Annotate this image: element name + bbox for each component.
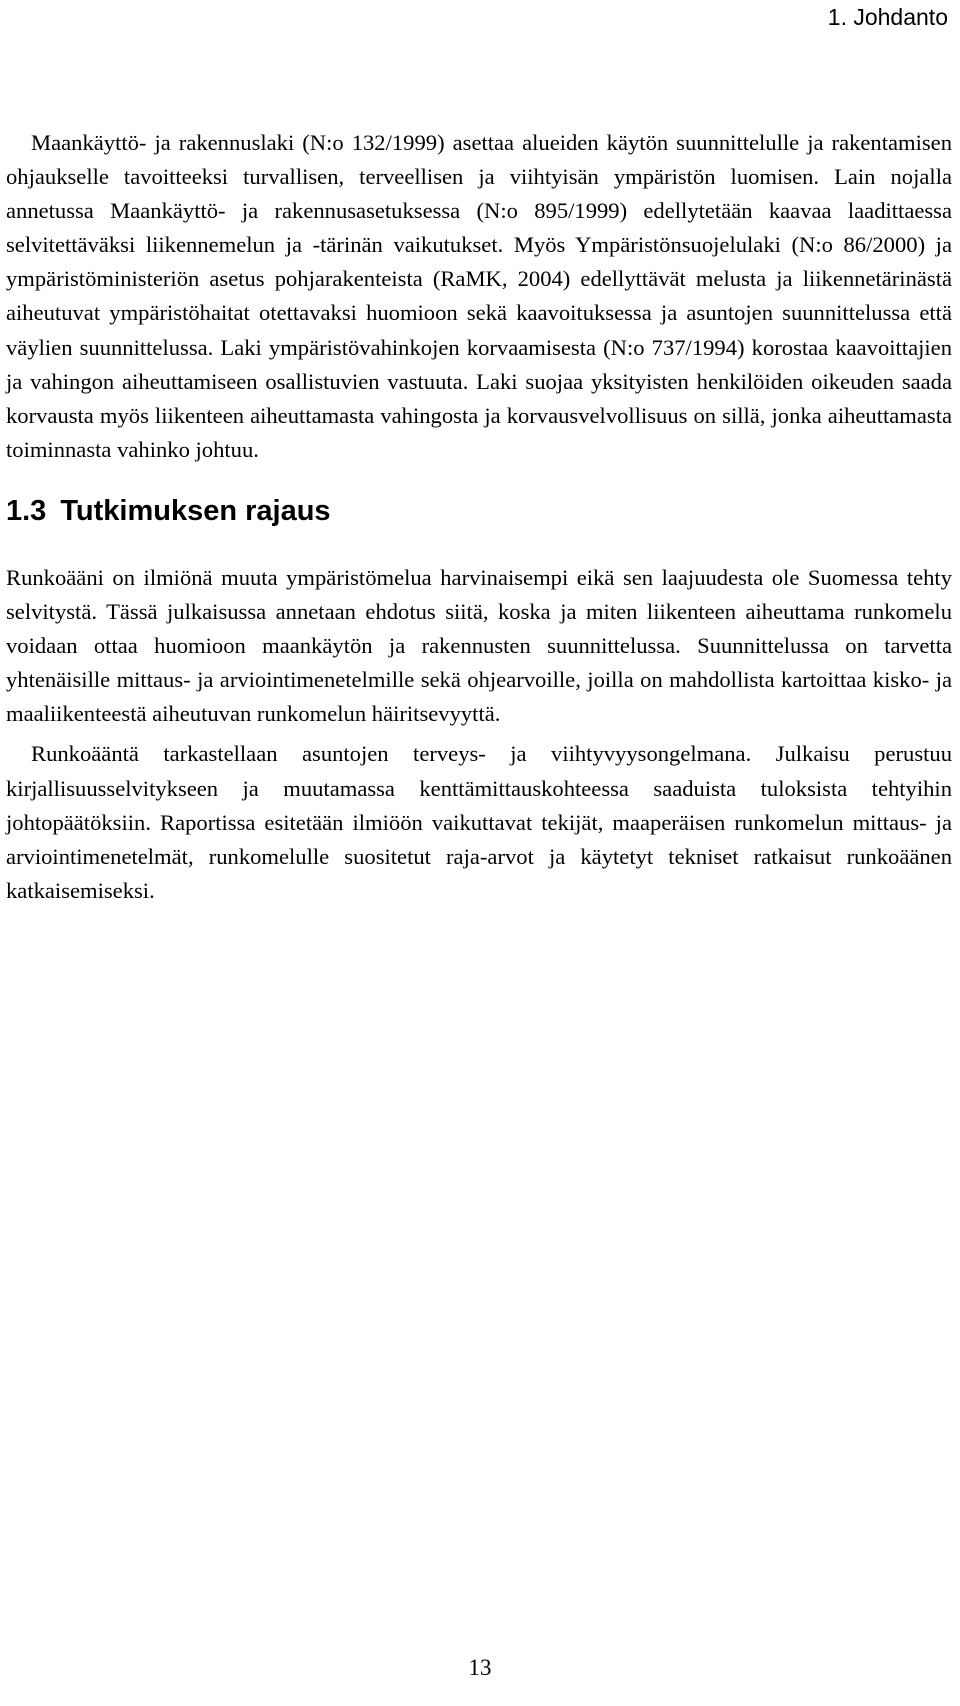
- running-header: [828, 2, 948, 32]
- section-title: Tutkimuksen rajaus: [60, 494, 331, 527]
- document-body: [6, 126, 952, 908]
- section-heading: [6, 491, 952, 531]
- paragraph-legislation: Maankäyttö- ja rakennuslaki (N:o 132/1999) asettaa alueiden käytön suunnittelulle ja rakentamisen ohjaukselle tavoitteeksi turvallisen, terveellisen ja viihtyisän ympäristön luomisen. Lain nojalla annetussa Maankäyttö- ja rakennusasetuksessa (N:o 895/1999) edellytetään kaavaa laadittaessa selvitettäväksi liikennemelun ja -tärinän vaikutukset. Myös Ympäristönsuojelulaki (N:o 86/2000) ja ympäristöministeriön asetus pohjarakenteista (RaMK, 2004) edellyttävät melusta ja liikennetärinästä aiheutuvat ympäristöhaitat otettavaksi huomioon sekä kaavoituksessa ja asuntojen suunnittelussa että väylien suunnittelussa. Laki ympäristövahinkojen korvaamisesta (N:o 737/1994) korostaa kaavoittajien ja vahingon aiheuttamiseen osallistuvien vastuuta. Laki suojaa yksityisten henkilöiden oikeuden saada korvausta myös liikenteen aiheuttamasta vahingosta ja korvausvelvollisuus on sillä, jonka aiheuttamasta toiminnasta vahinko johtuu.: [6, 130, 952, 462]
- paragraph-scope: Runkoääni on ilmiönä muuta ympäristömelua harvinaisempi eikä sen laajuudesta ole Suomessa tehty selvitystä. Tässä julkaisussa annetaan ehdotus siitä, koska ja miten liikenteen aiheuttama runkomelu voidaan ottaa huomioon maankäytön ja rakennusten suunnittelussa. Suunnittelussa on tarvetta yhtenäisille mittaus- ja arviointimenetelmille sekä ohjearvoille, joilla on mahdollista kartoittaa kisko- ja maaliikenteestä aiheutuvan runkomelun häiritsevyyttä.: [6, 564, 952, 727]
- section-number: 1.3: [6, 494, 47, 527]
- paragraph-approach: Runkoääntä tarkastellaan asuntojen terveys- ja viihtyvyysongelmana. Julkaisu perustuu kirjallisuusselvitykseen ja muutamassa kenttämittauskohteessa saaduista tuloksista tehtyihin johtopäätöksiin. Raportissa esitetään ilmiöön vaikuttavat tekijät, maaperäisen runkomelun mittaus- ja arviointimenetelmät, runkomelulle suositetut raja-arvot ja käytetyt tekniset ratkaisut runkoäänen katkaisemiseksi.: [6, 741, 952, 903]
- page-number: 13: [468, 1655, 492, 1680]
- chapter-title: 1. Johdanto: [827, 4, 948, 30]
